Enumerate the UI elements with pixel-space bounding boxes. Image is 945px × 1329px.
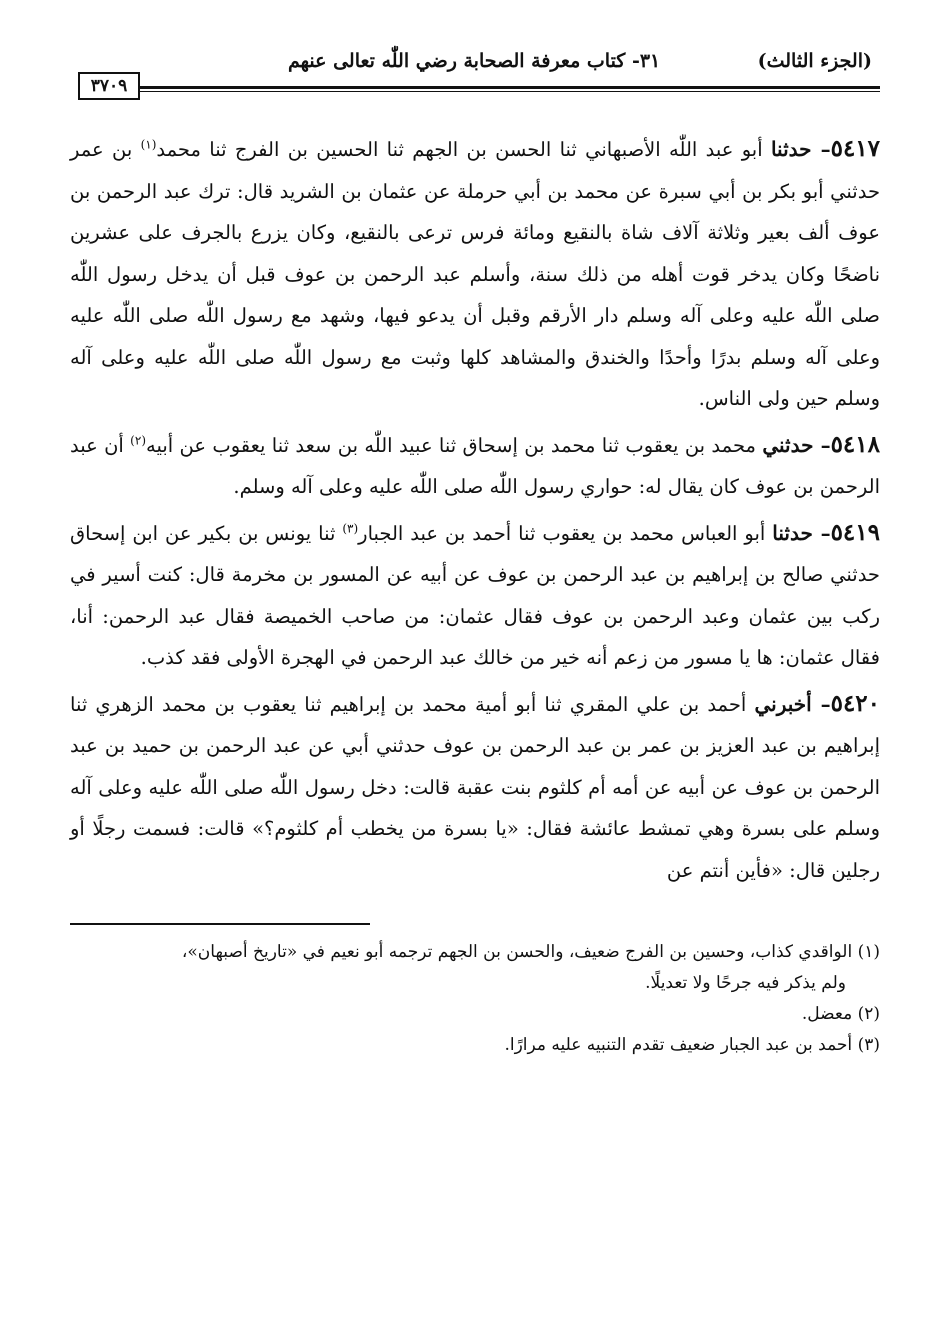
page-number: ٣٧٠٩	[78, 72, 140, 100]
hadith-text: أبو العباس محمد بن يعقوب ثنا أحمد بن عبد الجبار	[358, 521, 766, 545]
hadith-keyword: حدثنا	[772, 520, 813, 545]
footnote	[70, 1030, 880, 1061]
running-header	[70, 40, 880, 96]
footnote-text: الواقدي كذاب، وحسين بن الفرج ضعيف، والحسن بن الجهم ترجمه أبو نعيم في «تاريخ أصبهان»،	[181, 941, 853, 962]
hadith-number: ٥٤١٧	[830, 135, 881, 162]
hadith-entry: ٥٤١٧– حدثنا أبو عبد اللّٰه الأصبهاني ثنا الحسن بن الجهم ثنا الحسين بن الفرج ثنا محمد$^{(١)}$ بن عمر حدثني أبو بكر بن أبي سبرة عن محمد بن أبي حرملة عن عثمان بن الشريد قال: ترك عبد الرحمن بن عوف ألف بعير وثلاثة آلاف شاة بالنقيع ومائة فرس ترعى بالنقيع، وكان يزرع بالجرف على عشرين ناضحًا وكان يدخر قوت أهله من ذلك سنة، وأسلم عبد الرحمن بن عوف قبل أن يدخل رسول اللّٰه صلى اللّٰه عليه وعلى آله وسلم دار الأرقم وقبل أن يدعو فيها، وشهد مع رسول اللّٰه صلى اللّٰه عليه وعلى آله وسلم بدرًا وأحدًا والخندق والمشاهد كلها وثبت مع رسول اللّٰه صلى اللّٰه عليه وعلى آله وسلم حين ولى الناس.	[70, 135, 881, 410]
footnote-number: (١)	[857, 941, 880, 962]
hadith-number: ٥٤١٩	[830, 518, 880, 546]
chapter-title: ٣١- كتاب معرفة الصحابة رضي اللّٰه تعالى عنهم	[288, 50, 661, 72]
header-rule-thick	[138, 86, 880, 89]
header-rule-thin	[138, 91, 880, 92]
footnote	[70, 937, 880, 968]
hadith-entry: ٥٤١٨– حدثني محمد بن يعقوب ثنا محمد بن إسحاق ثنا عبيد اللّٰه بن سعد ثنا يعقوب عن أبيه$^{(٢)}$ أن عبد الرحمن بن عوف كان يقال له: حواري رسول اللّٰه صلى اللّٰه عليه وعلى آله وسلم.	[70, 430, 880, 498]
hadith-keyword: حدثنا	[770, 137, 812, 161]
hadith-text: محمد بن يعقوب ثنا محمد بن إسحاق ثنا عبيد اللّٰه بن سعد ثنا يعقوب عن أبيه	[146, 433, 756, 457]
hadith-number: ٥٤٢٠	[830, 689, 881, 717]
footnote-text: معضل.	[801, 1003, 853, 1024]
footnote-ref: (٣)	[342, 521, 359, 535]
main-text	[70, 128, 880, 891]
hadith-keyword: أخبرني	[754, 691, 812, 716]
hadith-text-cont: أن عبد الرحمن بن عوف كان يقال له: حواري رسول اللّٰه صلى اللّٰه عليه وعلى آله وسلم.	[70, 433, 880, 498]
hadith-entry: ٥٤٢٠– أخبرني أحمد بن علي المقري ثنا أبو أمية محمد بن إبراهيم ثنا يعقوب بن محمد الزهري ثنا إبراهيم بن عبد العزيز بن عمر بن عبد الرحمن بن عوف حدثني أبي عن عبد الرحمن بن حميد بن عبد الرحمن بن عوف عن أبيه عن أمه أم كلثوم بنت عقبة قالت: دخل رسول اللّٰه صلى اللّٰه عليه وعلى آله وسلم على بسرة وهي تمشط عائشة فقال: «يا بسرة من يخطب أم كلثوم؟» قالت: فسمت رجلًا أو رجلين قال: «فأين أنتم عن	[70, 689, 881, 882]
hadith-text-cont: ثنا يونس بن بكير عن ابن إسحاق حدثني صالح بن إبراهيم بن عبد الرحمن بن عوف عن أبيه عن المسور بن مخرمة قال: كنت أسير في ركب بين عثمان وعبد الرحمن بن عوف فقال عثمان: من صاحب الخميصة فقال عبد الرحمن: أنا، فقال عثمان: ها يا مسور من زعم أنه خير من خالك عبد الرحمن في الهجرة الأولى فقد كذب.	[70, 521, 880, 669]
footnote-text: أحمد بن عبد الجبار ضعيف تقدم التنبيه عليه مرارًا.	[504, 1034, 853, 1055]
footnotes	[70, 937, 880, 1061]
footnote-number: (٢)	[857, 1003, 880, 1024]
hadith-entry: ٥٤١٩– حدثنا أبو العباس محمد بن يعقوب ثنا أحمد بن عبد الجبار$^{(٣)}$ ثنا يونس بن بكير عن ابن إسحاق حدثني صالح بن إبراهيم بن عبد الرحمن بن عوف عن أبيه عن المسور بن مخرمة قال: كنت أسير في ركب بين عثمان وعبد الرحمن بن عوف فقال عثمان: من صاحب الخميصة فقال عبد الرحمن: أنا، فقال عثمان: ها يا مسور من زعم أنه خير من خالك عبد الرحمن في الهجرة الأولى فقد كذب.	[70, 518, 880, 669]
footnote-ref: (١)	[140, 137, 157, 152]
footnote-separator	[70, 923, 370, 925]
footnote	[70, 999, 880, 1030]
footnote-ref: (٢)	[130, 433, 146, 447]
hadith-text-cont: بن عمر حدثني أبو بكر بن أبي سبرة عن محمد بن أبي حرملة عن عثمان بن الشريد قال: ترك عبد الرحمن بن عوف ألف بعير وثلاثة آلاف شاة بالنقيع ومائة فرس ترعى بالنقيع، وكان يزرع بالجرف على عشرين ناضحًا وكان يدخر قوت أهله من ذلك سنة، وأسلم عبد الرحمن بن عوف قبل أن يدخل رسول اللّٰه صلى اللّٰه عليه وعلى آله وسلم دار الأرقم وقبل أن يدعو فيها، وشهد مع رسول اللّٰه صلى اللّٰه عليه وعلى آله وسلم بدرًا وأحدًا والخندق والمشاهد كلها وثبت مع رسول اللّٰه صلى اللّٰه عليه وعلى آله وسلم حين ولى الناس.	[70, 138, 880, 410]
volume-label: (الجزء الثالث)	[757, 50, 872, 72]
hadith-text: أحمد بن علي المقري ثنا أبو أمية محمد بن إبراهيم ثنا يعقوب بن محمد الزهري ثنا إبراهيم بن عبد العزيز بن عمر بن عبد الرحمن بن عوف حدثني أبي عن عبد الرحمن بن حميد بن عبد الرحمن بن عوف عن أبيه عن أمه أم كلثوم بنت عقبة قالت: دخل رسول اللّٰه صلى اللّٰه عليه وعلى آله وسلم على بسرة وهي تمشط عائشة فقال: «يا بسرة من يخطب أم كلثوم؟» قالت: فسمت رجلًا أو رجلين قال: «فأين أنتم عن	[70, 692, 880, 882]
footnote-number: (٣)	[857, 1034, 880, 1055]
book-page	[70, 40, 880, 1310]
hadith-keyword: حدثني	[762, 432, 814, 457]
hadith-text: أبو عبد اللّٰه الأصبهاني ثنا الحسن بن الجهم ثنا الحسين بن الفرج ثنا محمد	[156, 138, 763, 161]
footnote-continuation: ولم يذكر فيه جرحًا ولا تعديلًا.	[645, 972, 846, 993]
hadith-number: ٥٤١٨	[830, 430, 880, 458]
